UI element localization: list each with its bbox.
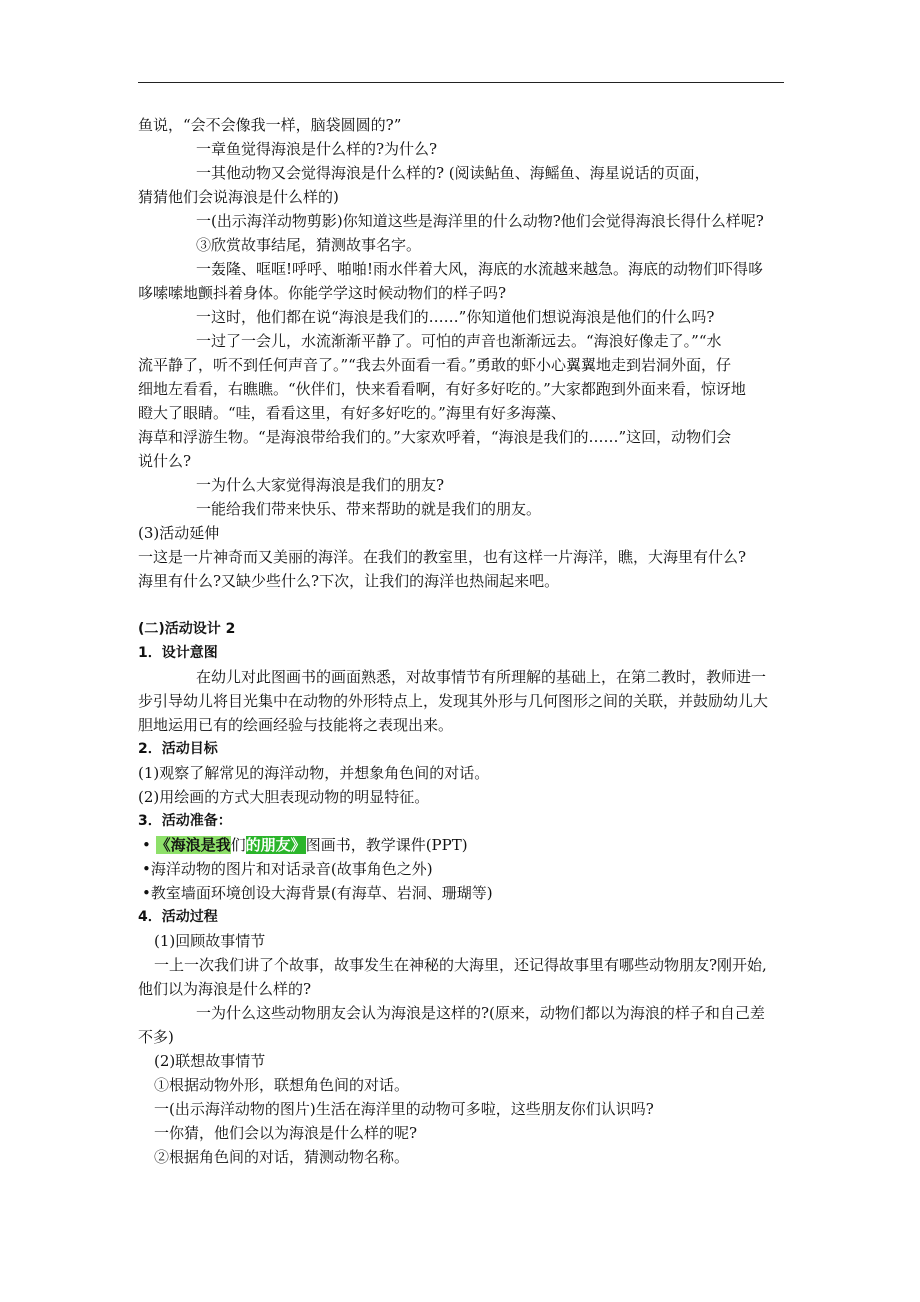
paragraph-line: 一其他动物又会觉得海浪是什么样的? (阅读鲇鱼、海鳐鱼、海星说话的页面，: [196, 164, 710, 182]
book-title-middle: 们: [230, 836, 246, 854]
paragraph-line: 一你猜，他们会以为海浪是什么样的呢?: [154, 1124, 418, 1142]
section-heading: 4．活动过程: [138, 909, 218, 925]
paragraph-line: 在幼儿对此图画书的画面熟悉，对故事情节有所理解的基础上，在第二教时，教师进一: [196, 668, 767, 686]
paragraph-line: 一这时，他们都在说“海浪是我们的……”你知道他们想说海浪是他们的什么吗?: [196, 308, 715, 326]
paragraph-line: 胆地运用已有的绘画经验与技能将之表现出来。: [138, 716, 454, 734]
section-heading: 2．活动目标: [138, 741, 218, 757]
list-item: [142, 835, 468, 855]
paragraph-line: 海里有什么?又缺少些什么?下次，让我们的海洋也热闹起来吧。: [138, 572, 560, 590]
paragraph-line: 说什么?: [138, 452, 192, 470]
list-item: •海洋动物的图片和对话录音(故事角色之外): [142, 860, 433, 878]
header-rule: [138, 82, 784, 83]
paragraph-line: 猜猜他们会说海浪是什么样的): [138, 188, 339, 206]
paragraph-line: 鱼说，“会不会像我一样，脑袋圆圆的?”: [138, 116, 402, 134]
paragraph-line: 一这是一片神奇而又美丽的海洋。在我们的教室里，也有这样一片海洋，瞧，大海里有什么?: [138, 548, 747, 566]
list-item-text: 图画书，教学课件(PPT): [305, 836, 468, 854]
paragraph-line: 不多): [138, 1028, 174, 1046]
paragraph-line: ②根据角色间的对话，猜测动物名称。: [154, 1148, 410, 1166]
list-item: (1)观察了解常见的海洋动物，并想象角色间的对话。: [138, 764, 490, 782]
paragraph-line: 一过了一会儿，水流渐渐平静了。可怕的声音也渐渐远去。“海浪好像走了。”“水: [196, 332, 722, 350]
paragraph-line: ①根据动物外形，联想角色间的对话。: [154, 1076, 410, 1094]
paragraph-line: 他们以为海浪是什么样的?: [138, 980, 312, 998]
paragraph-line: 一(出示海洋动物的图片)生活在海洋里的动物可多啦，这些朋友你们认识吗?: [154, 1100, 654, 1118]
section-heading: 3．活动准备：: [138, 813, 232, 829]
list-item: •教室墙面环境创设大海背景(有海草、岩洞、珊瑚等): [142, 884, 493, 902]
subheading: (2)联想故事情节: [154, 1052, 266, 1070]
paragraph-line: 一(出示海洋动物剪影)你知道这些是海洋里的什么动物?他们会觉得海浪长得什么样呢?: [196, 212, 764, 230]
highlighted-title: 《海浪是我: [155, 836, 231, 854]
paragraph-line: 流平静了，听不到任何声音了。”“我去外面看一看。”勇敢的虾小心翼翼地走到岩洞外面，仔: [138, 356, 732, 374]
list-item: (2)用绘画的方式大胆表现动物的明显特征。: [138, 788, 430, 806]
paragraph-line: 一章鱼觉得海浪是什么样的?为什么?: [196, 140, 438, 158]
subheading: (3)活动延伸: [138, 524, 220, 542]
bullet: •: [142, 836, 151, 854]
paragraph-line: 一为什么大家觉得海浪是我们的朋友?: [196, 476, 445, 494]
paragraph-line: 一为什么这些动物朋友会认为海浪是这样的?(原来，动物们都以为海浪的样子和自己差: [196, 1004, 765, 1022]
subheading: (1)回顾故事情节: [154, 932, 266, 950]
paragraph-line: 一能给我们带来快乐、带来帮助的就是我们的朋友。: [196, 500, 542, 518]
paragraph-line: 一轰隆、哐哐!呼呼、啪啪!雨水伴着大风，海底的水流越来越急。海底的动物们吓得哆: [196, 260, 764, 278]
highlighted-title: 的朋友》: [245, 836, 306, 854]
section-heading: 1．设计意图: [138, 645, 218, 661]
paragraph-line: 海草和浮游生物。“是海浪带给我们的。”大家欢呼着，“海浪是我们的……”这回，动物们会: [138, 428, 732, 446]
paragraph-line: 哆嗦嗦地颤抖着身体。你能学学这时候动物们的样子吗?: [138, 284, 507, 302]
paragraph-line: 细地左看看，右瞧瞧。“伙伴们，快来看看啊，有好多好吃的。”大家都跑到外面来看，惊讶地: [138, 380, 746, 398]
paragraph-line: ③欣赏故事结尾，猜测故事名字。: [196, 236, 422, 254]
section-heading: (二)活动设计 2: [138, 621, 236, 637]
paragraph-line: 一上一次我们讲了个故事，故事发生在神秘的大海里，还记得故事里有哪些动物朋友?刚开始,: [154, 956, 767, 974]
paragraph-line: 步引导幼儿将目光集中在动物的外形特点上，发现其外形与几何图形之间的关联，并鼓励幼儿大: [138, 692, 769, 710]
paragraph-line: 瞪大了眼睛。“哇，看看这里，有好多好吃的。”海里有好多海藻、: [138, 404, 566, 422]
